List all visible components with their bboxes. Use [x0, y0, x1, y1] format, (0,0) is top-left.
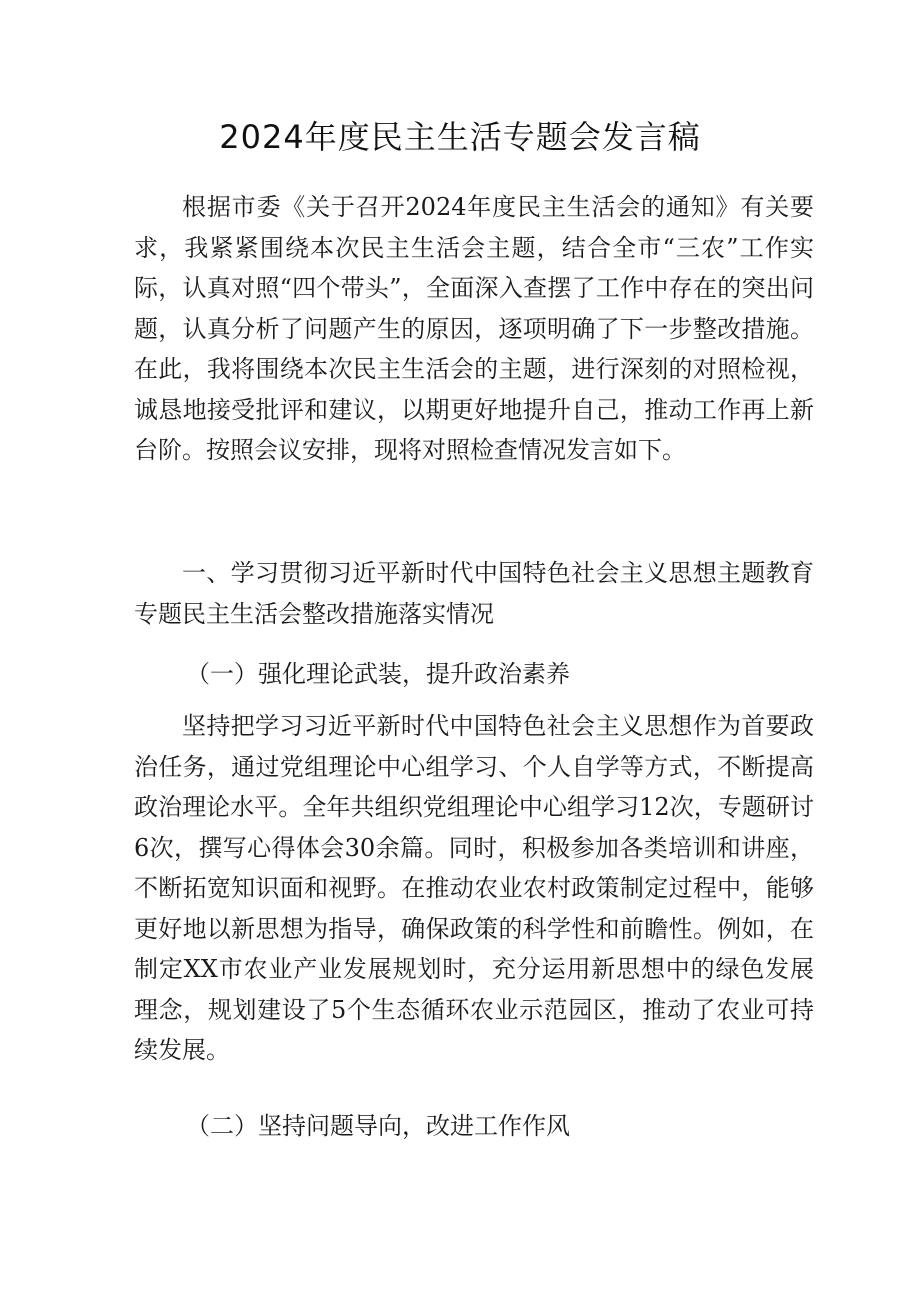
section-1-heading: 一、学习贯彻习近平新时代中国特色社会主义思想主题教育专题民主生活会整改措施落实情况 — [134, 559, 814, 628]
subsection-1-heading: （一）强化理论武装，提升政治素养 — [186, 660, 570, 688]
subsection-1-body: 坚持把学习习近平新时代中国特色社会主义思想作为首要政治任务，通过党组理论中心组学习、个人自学等方式，不断提高政治理论水平。全年共组织党组理论中心组学习12次，专题研讨6次，撰写心得体会30余篇。同时，积极参加各类培训和讲座，不断拓宽知识面和视野。在推动农业农村政策制定过程中，能够更好地以新思想为指导，确保政策的科学性和前瞻性。例如，在制定XX市农业产业发展规划时，充分运用新思想中的绿色发展理念，规划建设了5个生态循环农业示范园区，推动了农业可持续发展。 — [134, 712, 814, 1064]
subsection-2-heading: （二）坚持问题导向，改进工作作风 — [186, 1112, 570, 1140]
document-title: 2024年度民主生活专题会发言稿 — [219, 118, 701, 156]
intro-paragraph: 根据市委《关于召开2024年度民主生活会的通知》有关要求，我紧紧围绕本次民主生活会主题，结合全市“三农”工作实际，认真对照“四个带头”，全面深入查摆了工作中存在的突出问题，认真分析了问题产生的原因，逐项明确了下一步整改措施。在此，我将围绕本次民主生活会的主题，进行深刻的对照检视，诚恳地接受批评和建议，以期更好地提升自己，推动工作再上新台阶。按照会议安排，现将对照检查情况发言如下。 — [134, 193, 814, 464]
